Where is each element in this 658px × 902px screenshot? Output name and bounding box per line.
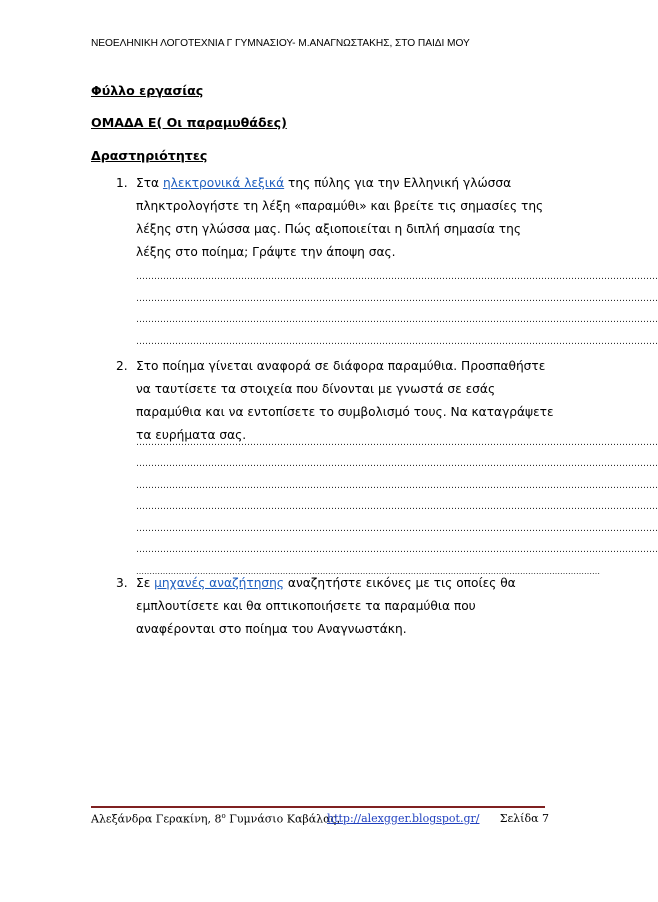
answer-line: ………………………………………………………………………………………………………………………………………………………… xyxy=(136,459,658,469)
worksheet-title: Φύλλο εργασίας xyxy=(91,83,204,98)
page-number: Σελίδα 7 xyxy=(499,812,549,825)
answer-line: ………………………………………………………………………………………………………………………………………………………… xyxy=(136,438,658,448)
blog-link[interactable]: http://alexgger.blogspot.gr/ xyxy=(327,812,480,825)
answer-line: ………………………………………………………………………………………………………………………………………………………… xyxy=(136,545,658,555)
dictionaries-link[interactable]: ηλεκτρονικά λεξικά xyxy=(162,176,285,190)
activity-2 xyxy=(116,355,658,448)
activity-1 xyxy=(116,172,556,264)
activity-2-text: Στο ποίημα γίνεται αναφορά σε διάφορα παραμύθια. Προσπαθήστε να ταυτίσετε τα στοιχεία που δίνονται με γνωστά σε εσάς παραμύθια και να εντοπίσετε το συμβολισμό τους. Να καταγράψετε τα ευρήματα σας. xyxy=(136,359,554,442)
activity-3 xyxy=(116,572,556,641)
search-engines-link[interactable]: μηχανές αναζήτησης xyxy=(154,576,285,590)
page-header: ΝΕΟΕΛΗΝΙΚΗ ΛΟΓΟΤΕΧΝΙΑ Γ ΓΥΜΝΑΣΙΟΥ- Μ.ΑΝΑΓΝΩΣΤΑΚΗΣ, ΣΤΟ ΠΑΙΔΙ ΜΟΥ xyxy=(91,38,470,49)
answer-line: ………………………………………………………………………………………………………………………………………………………… xyxy=(136,294,658,304)
answer-line: ………………………………………………………………………………………………………………………………………………………… xyxy=(136,502,658,512)
answer-line: ………………………………………………………………………………………………………………………………………………………… xyxy=(136,567,600,576)
answer-line: ………………………………………………………………………………………………………………………………………………………… xyxy=(136,524,658,534)
activity-3-text: Σε μηχανές αναζήτησης αναζητήστε εικόνες με τις οποίες θα εμπλουτίσετε και θα οπτικοποιήσετε τα παραμύθια που αναφέρονται στο ποίημα του Αναγνωστάκη. xyxy=(136,576,516,636)
activities-heading: Δραστηριότητες xyxy=(91,148,208,163)
footer-author: Αλεξάνδρα Γερακίνη, $8^o$ Γυμνάσιο Καβάλας, xyxy=(91,812,341,826)
footer-divider xyxy=(91,806,545,808)
answer-line: ………………………………………………………………………………………………………………………………………………………… xyxy=(136,337,658,347)
answer-line: ………………………………………………………………………………………………………………………………………………………… xyxy=(136,272,658,282)
answer-line: ………………………………………………………………………………………………………………………………………………………… xyxy=(136,481,658,491)
activity-3-number: 3. xyxy=(116,576,128,590)
group-title: ΟΜΑΔΑ Ε( Οι παραμυθάδες) xyxy=(91,115,287,130)
activity-1-text: Στα ηλεκτρονικά λεξικά της πύλης για την Ελληνική γλώσσα πληκτρολογήστε τη λέξη «παραμύθι» και βρείτε τις σημασίες της λέξης στη γλώσσα μας. Πώς αξιοποιείται η διπλή σημασία της λέξης στο ποίημα; Γράψτε την άποψη σας. xyxy=(136,176,544,259)
page-footer xyxy=(91,812,549,828)
answer-line: ………………………………………………………………………………………………………………………………………………………… xyxy=(136,315,658,325)
activity-1-number: 1. xyxy=(116,176,128,190)
activity-2-number: 2. xyxy=(116,359,128,373)
